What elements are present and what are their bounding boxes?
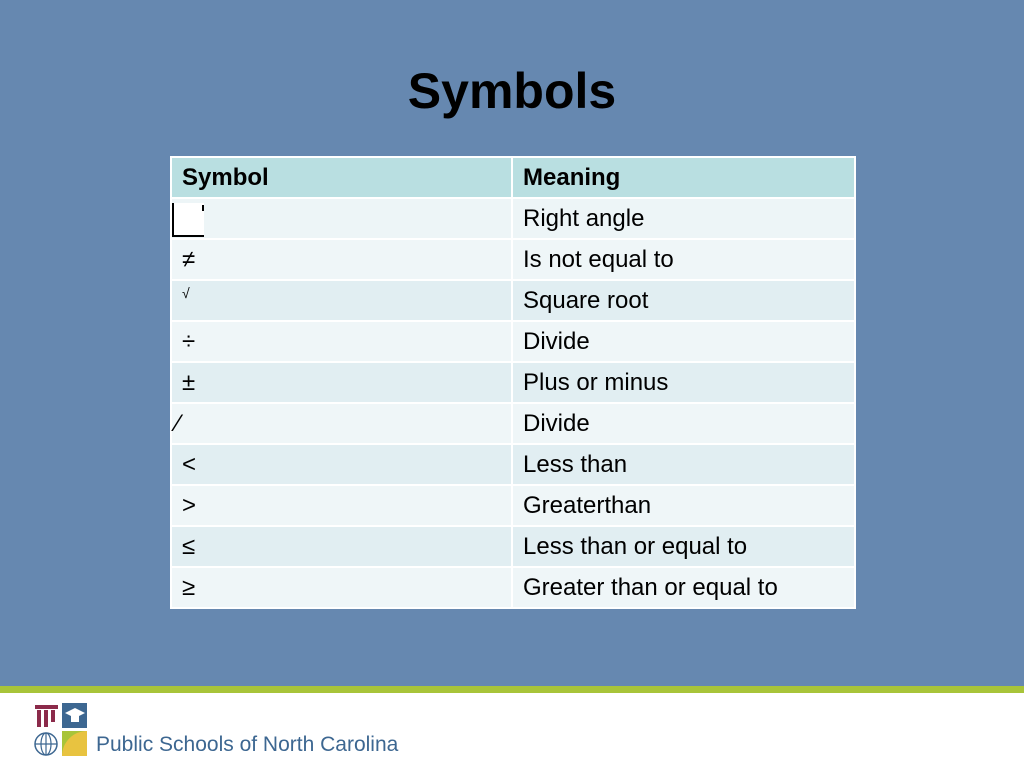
meaning-cell: Right angle — [512, 198, 855, 239]
slide-title: Symbols — [407, 63, 617, 119]
table-row — [171, 526, 855, 567]
symbol-cell: > — [171, 485, 512, 526]
meaning-cell: Greater than or equal to — [512, 567, 855, 608]
meaning-cell: Divide — [512, 403, 855, 444]
table-row — [171, 280, 855, 321]
organization-name: Public Schools of North Carolina — [96, 733, 399, 756]
footer-divider — [0, 686, 1024, 693]
symbol-cell: ≠ — [171, 239, 512, 280]
meaning-cell: Greaterthan — [512, 485, 855, 526]
meaning-cell: Less than or equal to — [512, 526, 855, 567]
table-header-row — [171, 157, 855, 198]
header-symbol: Symbol — [171, 157, 512, 198]
symbol-cell: < — [171, 444, 512, 485]
meaning-cell: Square root — [512, 280, 855, 321]
square-root-symbol: √ — [182, 284, 190, 301]
meaning-cell: Is not equal to — [512, 239, 855, 280]
table-row — [171, 403, 855, 444]
table-row — [171, 567, 855, 608]
meaning-cell: Plus or minus — [512, 362, 855, 403]
table-row — [171, 444, 855, 485]
table-row — [171, 239, 855, 280]
table-row — [171, 485, 855, 526]
footer — [0, 693, 1024, 768]
symbol-cell: ± — [171, 362, 512, 403]
symbol-cell — [171, 198, 512, 239]
symbols-table — [170, 156, 856, 609]
meaning-cell: Less than — [512, 444, 855, 485]
symbol-cell: ÷ — [171, 321, 512, 362]
symbol-cell: ≤ — [171, 526, 512, 567]
symbol-cell — [171, 280, 512, 321]
table-row — [171, 198, 855, 239]
meaning-cell: Divide — [512, 321, 855, 362]
header-meaning: Meaning — [512, 157, 855, 198]
dpi-logo-icon — [34, 703, 88, 757]
table-row — [171, 321, 855, 362]
right-angle-icon — [172, 203, 204, 237]
symbol-cell: ∕ — [171, 403, 512, 444]
symbol-cell: ≥ — [171, 567, 512, 608]
table-row — [171, 362, 855, 403]
